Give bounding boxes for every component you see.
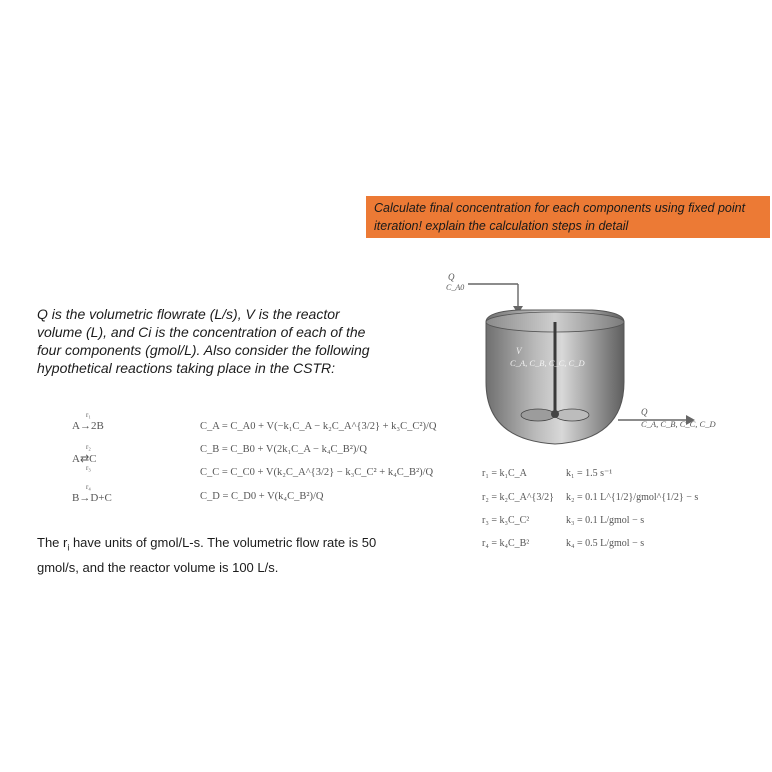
instruction-callout	[366, 196, 770, 238]
reaction-2-text: A⇄C	[72, 453, 97, 465]
rate-label-r3: r₃	[86, 464, 91, 472]
outlet-q-label: Q	[641, 407, 648, 417]
tank-c-label: C_A, C_B, C_C, C_D	[510, 358, 585, 368]
rate-label-r2: r₂	[86, 443, 91, 451]
constant-k1: k₁ = 1.5 s⁻¹	[566, 468, 613, 479]
equation-cb: C_B = C_B0 + V(2k₁C_A − k₄C_B²)/Q	[200, 444, 367, 455]
instruction-text: Calculate final concentration for each components using fixed point iteration! explain the calculation steps in detail	[374, 201, 746, 233]
rate-r3: r₃ = k₃C_C²	[482, 515, 530, 526]
footer-paragraph	[37, 533, 417, 577]
reaction-3-text: B→D+C	[72, 492, 112, 504]
rate-r1: r₁ = k₁C_A	[482, 468, 527, 479]
rate-label-r1: r₁	[86, 411, 91, 419]
rate-r2: r₂ = k₂C_A^{3/2}	[482, 492, 554, 503]
rate-r4: r₄ = k₄C_B²	[482, 538, 530, 549]
tank-v-label: V	[516, 346, 522, 356]
reaction-2	[72, 443, 97, 472]
footer-prefix: The r	[37, 535, 68, 550]
cstr-diagram	[420, 262, 750, 472]
inlet-q-label: Q	[448, 272, 455, 282]
constant-k2: k₂ = 0.1 L^{1/2}/gmol^{1/2} − s	[566, 492, 699, 503]
reaction-3	[72, 483, 112, 504]
constant-k3: k₃ = 0.1 L/gmol − s	[566, 515, 645, 526]
intro-paragraph: Q is the volumetric flowrate (L/s), V is the reactor volume (L), and Ci is the concentration of each of the four components (gmol/L). Also consider the following hypothetical reactions taking place in the CSTR:	[37, 306, 370, 376]
equation-ca: C_A = C_A0 + V(−k₁C_A − k₂C_A^{3/2} + k₃C_C²)/Q	[200, 421, 437, 432]
constant-k4: k₄ = 0.5 L/gmol − s	[566, 538, 645, 549]
reaction-1-text: A→2B	[72, 420, 104, 432]
inlet-c-label: C_A0	[446, 283, 465, 292]
rate-label-r4: r₄	[86, 483, 91, 491]
equation-cc: C_C = C_C0 + V(k₂C_A^{3/2} − k₃C_C² + k₄C_B²)/Q	[200, 467, 434, 478]
equation-cd: C_D = C_D0 + V(k₄C_B²)/Q	[200, 491, 324, 502]
footer-sub: i	[67, 542, 70, 553]
inlet-arrow	[468, 284, 523, 314]
outlet-c-label: C_A, C_B, C_C, C_D	[641, 419, 716, 429]
reaction-1	[72, 411, 104, 432]
footer-suffix: have units of gmol/L-s. The volumetric flow rate is 50 gmol/s, and the reactor volume is 100 L/s.	[37, 535, 377, 575]
